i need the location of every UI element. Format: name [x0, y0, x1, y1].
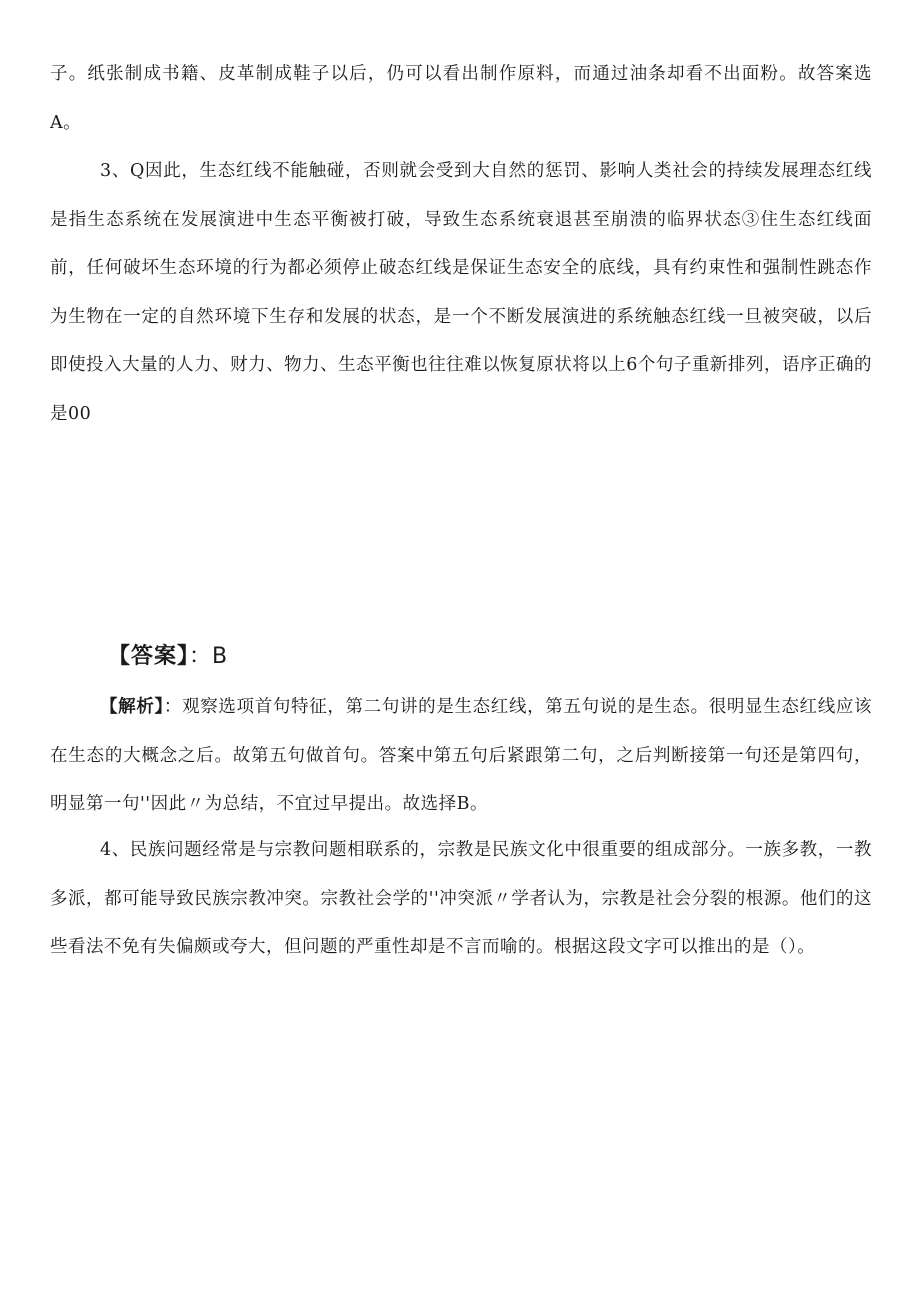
explanation-text: ：观察选项首句特征，第二句讲的是生态红线，第五句说的是生态。很明显生态红线应该在生态的大概念之后。故第五句做首句。答案中第五句后紧跟第二句，之后判断接第一句还是第四句，明显第一句''因此〃为总结，不宜过早提出。故选择B。	[50, 697, 873, 814]
answer-value: ：B	[189, 644, 229, 669]
explanation-label: 【解析】	[100, 697, 164, 717]
explanation-paragraph	[50, 683, 872, 829]
answer-line	[108, 635, 228, 679]
question-2-tail-paragraph: 子。纸张制成书籍、皮革制成鞋子以后，仍可以看出制作原料，而通过油条却看不出面粉。故答案选A。	[50, 64, 872, 133]
question-3-paragraph: 3、Q因此，生态红线不能触碰，否则就会受到大自然的惩罚、影响人类社会的持续发展理态红线是指生态系统在发展演进中生态平衡被打破，导致生态系统衰退甚至崩溃的临界状态③住生态红线面前，任何破坏生态环境的行为都必须停止破态红线是保证生态安全的底线，具有约束性和强制性跳态作为生物在一定的自然环境下生存和发展的状态，是一个不断发展演进的系统触态红线一旦被突破，以后即使投入大量的人力、财力、物力、生态平衡也往往难以恢复原状将以上6个句子重新排列，语序正确的是00	[50, 161, 872, 424]
answer-label: 【答案】	[108, 644, 190, 669]
question-4-paragraph: 4、民族问题经常是与宗教问题相联系的，宗教是民族文化中很重要的组成部分。一族多教，一教多派，都可能导致民族宗教冲突。宗教社会学的''冲突派〃学者认为，宗教是社会分裂的根源。他们的这些看法不免有失偏颇或夸大，但问题的严重性却是不言而喻的。根据这段文字可以推出的是（）。	[50, 840, 872, 957]
